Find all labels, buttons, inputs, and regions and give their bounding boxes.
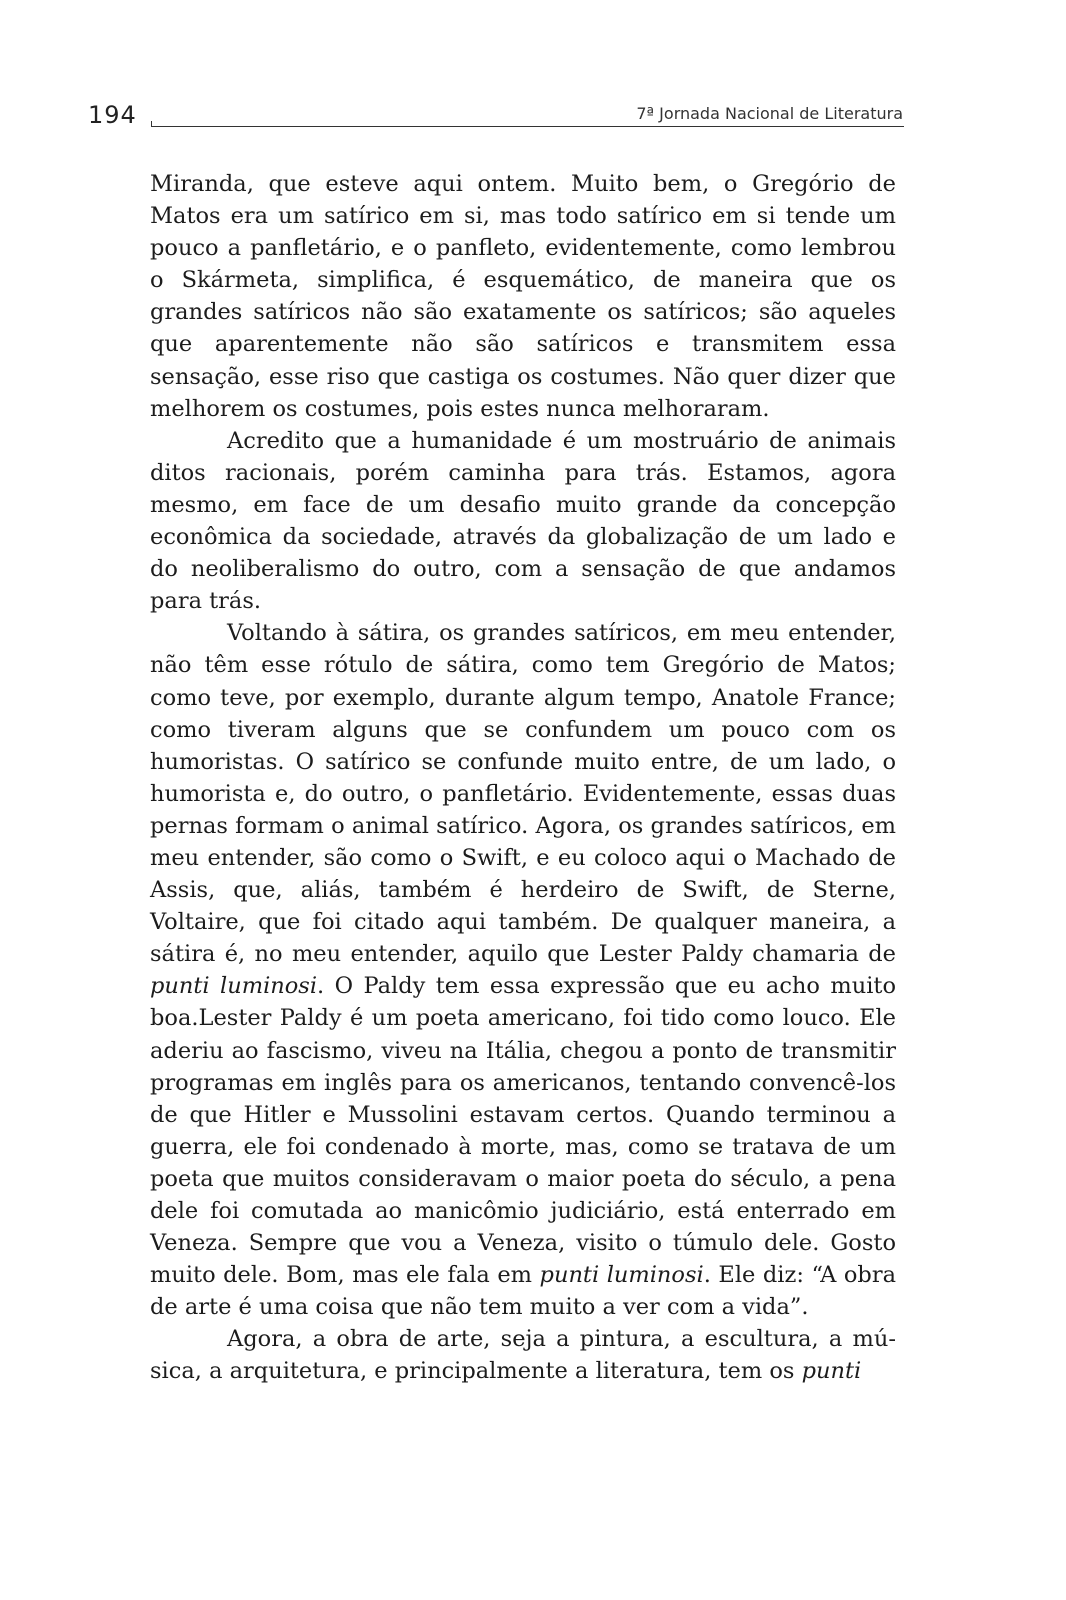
paragraph-3-text-b: . O Paldy tem essa expressão que eu acho muito boa.Lester Paldy é um poeta americano, foi tido como louco. Ele aderiu ao fascismo, viveu na Itália, chegou a ponto de transmitir programas em inglês para os americanos, tentando convencê-los de que Hitler e Mussolini estavam certos. Quando terminou a guerra, ele foi condenado à morte, mas, como se tratava de um poeta que muitos consideravam o maior poeta do século, a pena dele foi comutada ao manicômio judiciário, está enterrado em Veneza. Sempre que vou a Veneza, visito o túmulo dele. Gosto muito dele. Bom, mas ele fala em xyxy=(150,973,896,1289)
paragraph-4-text: Agora, a obra de arte, seja a pintura, a escultura, a música, a arquitetura, e principalmente a literatura, tem os xyxy=(150,1326,896,1385)
header-rule xyxy=(151,126,904,127)
running-header-title: 7ª Jornada Nacional de Literatura xyxy=(636,104,903,123)
paragraph-2: Acredito que a humanidade é um mostruário de animais ditos racionais, porém caminha para trás. Estamos, agora mesmo, em face de um desafio muito grande da concepção econômica da sociedade, através da globalização de um lado e do neoliberalismo do outro, com a sensação de que andamos para trás. xyxy=(150,427,896,615)
paragraph-4 xyxy=(150,1323,896,1387)
paragraph-3-text-c: . Ele diz: “A obra de arte é uma coisa que não tem muito a ver com a vida”. xyxy=(150,1262,897,1321)
page-number: 194 xyxy=(88,101,137,129)
paragraph-4-italic: punti xyxy=(801,1358,862,1385)
paragraph-1: Miranda, que esteve aqui ontem. Muito bem, o Gregório de Matos era um satírico em si, mas todo satírico em si tende um pouco a panfletário, e o panfleto, evidentemente, como lembrou o Skármeta, simplifica, é esquemático, de maneira que os grandes satíricos não são exatamente os satíricos; são aqueles que aparentemente não são satíricos e transmitem essa sensação, esse riso que castiga os costumes. Não quer dizer que melhorem os costumes, pois estes nunca melhoraram. xyxy=(150,171,896,422)
paragraph-3-text-a: Voltando à sátira, os grandes satíricos, em meu entender, não têm esse rótulo de sátira, como tem Gregório de Matos; como teve, por exemplo, durante algum tempo, Anatole France; como tiveram alguns que se confundem um pouco com os humoristas. O satírico se confunde muito entre, de um lado, o humorista e, do outro, o panfletário. Evidentemente, essas duas pernas formam o animal satírico. Agora, os grandes satíricos, em meu entender, são como o Swift, e eu coloco aqui o Machado de Assis, que, aliás, também é herdeiro de Swift, de Sterne, Voltaire, que foi citado aqui também. De qualquer maneira, a sátira é, no meu entender, aquilo que Lester Paldy chamaria de xyxy=(150,620,896,968)
paragraph-3-italic-2: punti luminosi xyxy=(539,1262,704,1289)
paragraph-3-italic-1: punti luminosi xyxy=(150,973,318,1000)
paragraph-3 xyxy=(150,617,896,1323)
body-text xyxy=(150,168,896,1388)
